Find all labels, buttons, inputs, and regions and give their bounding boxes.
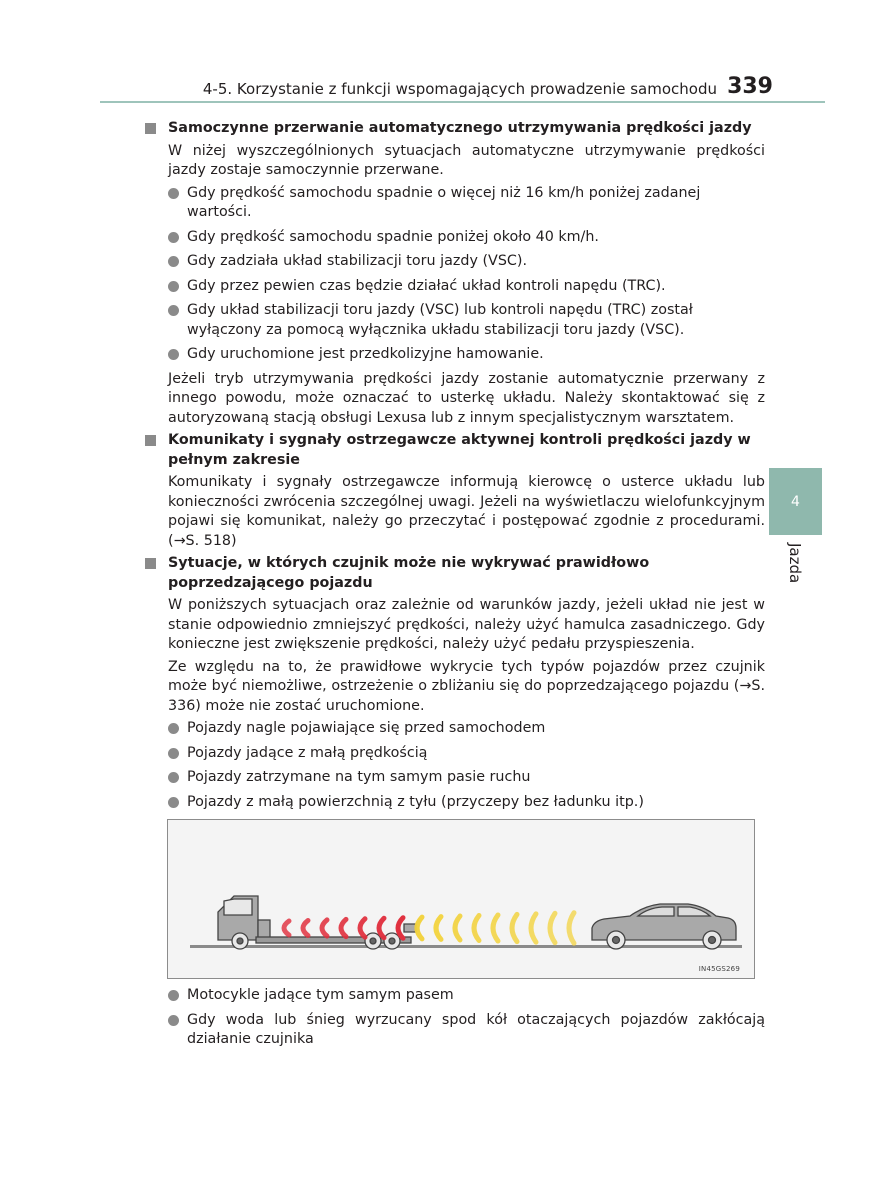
radar-wave-arc xyxy=(341,919,346,936)
square-bullet-icon xyxy=(145,558,156,569)
radar-wave-arc xyxy=(322,920,327,936)
round-bullet-icon xyxy=(168,748,179,759)
section-heading-text: Komunikaty i sygnały ostrzegawcze aktywnej kontroli prędkości jazdy w pełnym zakresie xyxy=(168,432,751,468)
list-item-text: Gdy prędkość samochodu spadnie o więcej niż 16 km/h poniżej zadanej wartości. xyxy=(187,184,701,220)
radar-wave-arc xyxy=(455,916,460,940)
list-item xyxy=(145,719,765,739)
radar-wave-arc xyxy=(531,914,536,942)
radar-illustration-svg xyxy=(168,820,754,978)
round-bullet-icon xyxy=(168,232,179,243)
list-item-text: Gdy przez pewien czas będzie działać układ kontroli napędu (TRC). xyxy=(187,277,666,294)
section-heading-text: Samoczynne przerwanie automatycznego utrzymywania prędkości jazdy xyxy=(168,120,752,136)
radar-wave-arc xyxy=(417,917,422,939)
bullet-list xyxy=(145,719,765,812)
section-heading-text: Sytuacje, w których czujnik może nie wykrywać prawidłowo poprzedzającego pojazdu xyxy=(168,555,650,591)
radar-wave-arc xyxy=(379,918,384,938)
list-item-text: Motocykle jadące tym samym pasem xyxy=(187,987,454,1003)
paragraph: Komunikaty i sygnały ostrzegawcze informują kierowcę o usterce układu lub konieczności zwrócenia szczególnej uwagi. Jeżeli na wyświetlaczu wielofunkcyjnym pojawi się komunikat, należy go przeczytać i postępować zgodnie z procedurami. (→S. 518) xyxy=(168,474,765,549)
list-item xyxy=(145,277,765,297)
radar-wave-arc xyxy=(284,921,289,935)
radar-wave-arc xyxy=(569,913,574,944)
chapter-tab-number: 4 xyxy=(791,494,800,510)
header-rule xyxy=(100,101,825,103)
radar-wave-arc xyxy=(398,918,403,939)
main-content xyxy=(145,119,765,817)
list-item-text: Pojazdy zatrzymane na tym samym pasie ruchu xyxy=(187,769,531,785)
round-bullet-icon xyxy=(168,281,179,292)
paragraph: Jeżeli tryb utrzymywania prędkości jazdy zostanie automatycznie przerwany z innego powodu, może oznaczać to usterkę układu. Należy skontaktować się z autoryzowaną stacją obsługi Lexusa lub z innym specjalistycznym warsztatem. xyxy=(168,370,765,426)
bullet-list xyxy=(145,986,765,1050)
round-bullet-icon xyxy=(168,772,179,783)
section-heading xyxy=(145,431,765,470)
radar-wave-arc xyxy=(303,920,308,935)
radar-illustration xyxy=(167,819,755,979)
paragraph: W niżej wyszczególnionych sytuacjach automatyczne utrzymywanie prędkości jazdy zostaje samoczynnie przerwane. xyxy=(168,142,765,178)
radar-wave-arc xyxy=(436,917,441,940)
radar-wave-arc xyxy=(360,919,365,937)
list-item-text: Pojazdy nagle pojawiające się przed samochodem xyxy=(187,720,546,736)
list-item xyxy=(145,301,765,340)
round-bullet-icon xyxy=(168,723,179,734)
section-heading xyxy=(145,119,765,139)
chapter-tab-label xyxy=(786,543,806,593)
page-header xyxy=(100,74,825,104)
round-bullet-icon xyxy=(168,990,179,1001)
square-bullet-icon xyxy=(145,123,156,134)
round-bullet-icon xyxy=(168,349,179,360)
list-item-text: Gdy zadziała układ stabilizacji toru jazdy (VSC). xyxy=(187,253,528,269)
chapter-tab-label-text: Jazda xyxy=(786,543,804,584)
trailer-truck-icon xyxy=(218,896,416,949)
list-item xyxy=(145,986,765,1006)
after-figure-content xyxy=(145,986,765,1055)
list-item xyxy=(145,252,765,272)
radar-wave-arc xyxy=(474,916,479,941)
section-heading xyxy=(145,554,765,593)
radar-wave-arc xyxy=(512,914,517,941)
list-item-text: Gdy woda lub śnieg wyrzucany spod kół otaczających pojazdów zakłócają działanie czujnika xyxy=(187,1011,765,1047)
list-item xyxy=(145,1011,765,1050)
list-item xyxy=(145,345,765,365)
page-number: 339 xyxy=(727,74,773,99)
radar-wave-arc xyxy=(493,915,498,941)
road-line xyxy=(190,945,742,948)
list-item-text: Gdy układ stabilizacji toru jazdy (VSC) lub kontroli napędu (TRC) został wyłączony za pomocą wyłącznika układu stabilizacji toru jazdy (VSC). xyxy=(187,302,693,338)
list-item-text: Pojazdy jadące z małą prędkością xyxy=(187,744,428,761)
round-bullet-icon xyxy=(168,305,179,316)
square-bullet-icon xyxy=(145,435,156,446)
list-item xyxy=(145,184,765,223)
round-bullet-icon xyxy=(168,188,179,199)
bullet-list xyxy=(145,184,765,365)
list-item xyxy=(145,228,765,248)
round-bullet-icon xyxy=(168,1015,179,1026)
list-item xyxy=(145,793,765,813)
list-item-text: Gdy uruchomione jest przedkolizyjne hamowanie. xyxy=(187,346,544,362)
chapter-title: 4-5. Korzystanie z funkcji wspomagających prowadzenie samochodu xyxy=(202,80,717,98)
list-item-text: Gdy prędkość samochodu spadnie poniżej około 40 km/h. xyxy=(187,228,599,245)
list-item xyxy=(145,768,765,788)
list-item-text: Pojazdy z małą powierzchnią z tyłu (przyczepy bez ładunku itp.) xyxy=(187,793,644,810)
sedan-car-icon xyxy=(592,904,736,949)
chapter-tab[interactable] xyxy=(769,468,822,535)
round-bullet-icon xyxy=(168,256,179,267)
paragraph: Ze względu na to, że prawidłowe wykrycie tych typów pojazdów przez czujnik może być niemożliwe, ostrzeżenie o zbliżaniu się do poprzedzającego pojazdu (→S. 336) może nie zostać uruchomione. xyxy=(168,658,765,714)
radar-wave-arc xyxy=(550,913,555,942)
list-item xyxy=(145,744,765,764)
figure-code: IN45GS269 xyxy=(698,965,740,973)
round-bullet-icon xyxy=(168,797,179,808)
paragraph: W poniższych sytuacjach oraz zależnie od warunków jazdy, jeżeli układ nie jest w stanie odpowiednio zmniejszyć prędkości, należy użyć hamulca zasadniczego. Gdy konieczne jest zwiększenie prędkości, należy użyć pedału przyspieszenia. xyxy=(168,597,765,652)
